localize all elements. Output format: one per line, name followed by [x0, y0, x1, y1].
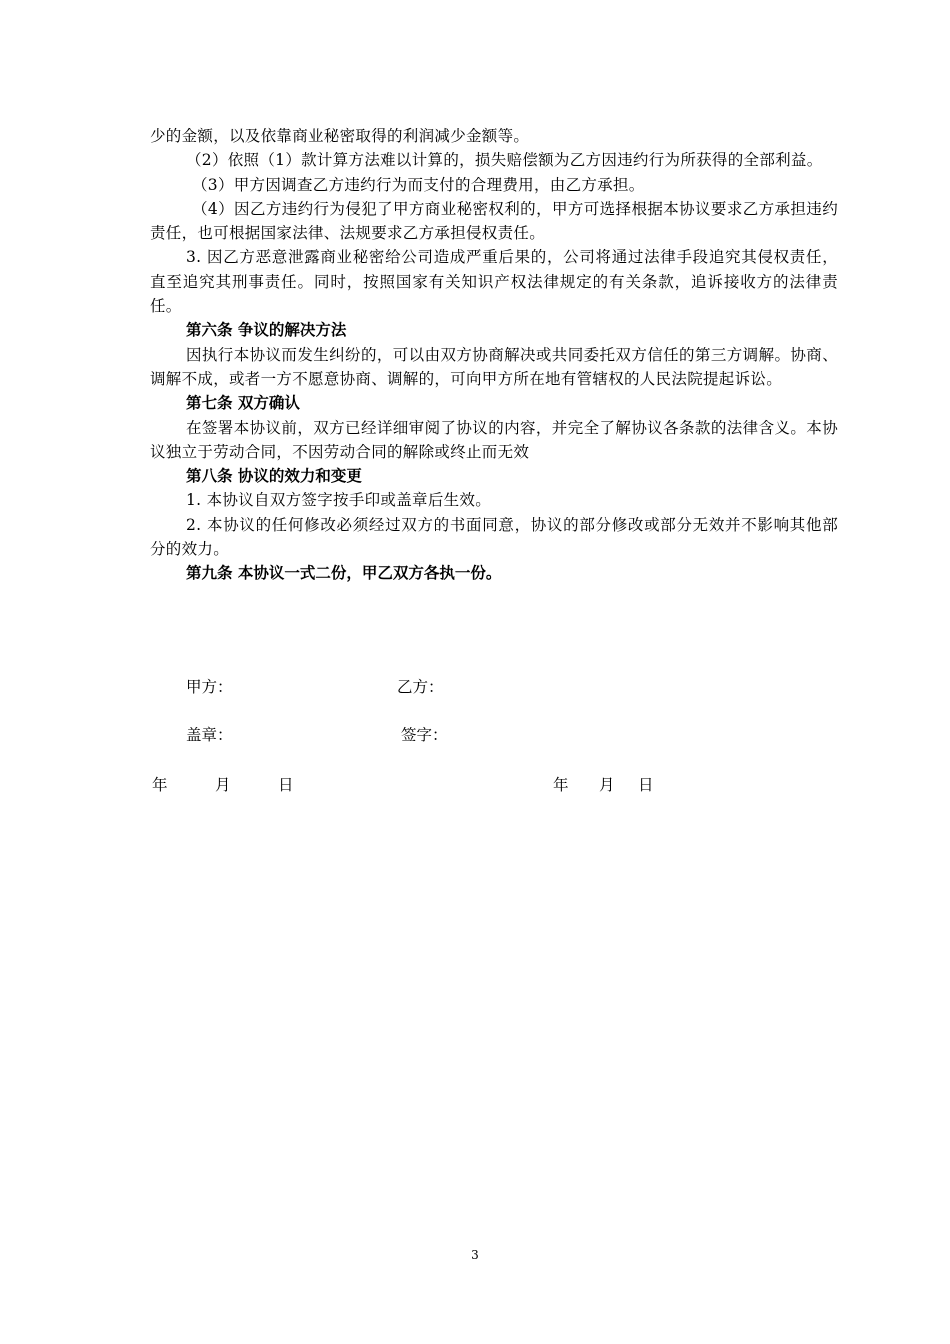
page-number: 3 [471, 1248, 479, 1262]
contract-body [150, 124, 838, 586]
party-b-label: 乙方： [397, 678, 444, 696]
date-right-month: 月 [599, 776, 615, 794]
paragraph-mutual-confirmation: 在签署本协议前，双方已经详细审阅了协议的内容，并完全了解协议各条款的法律含义。本协议独立于劳动合同，不因劳动合同的解除或终止而无效 [150, 418, 838, 461]
paragraph-damages-amount: 少的金额，以及依靠商业秘密取得的利润减少金额等。 [150, 127, 530, 145]
sign-label: 签字： [401, 726, 448, 744]
signature-parties-row [0, 675, 950, 699]
party-a-label: 甲方： [186, 678, 233, 696]
heading-article-7: 第七条 双方确认 [186, 393, 300, 413]
date-left-year: 年 [152, 776, 168, 794]
paragraph-effectiveness-1: 1. 本协议自双方签字按手印或盖章后生效。 [186, 491, 492, 510]
signature-seal-row [0, 723, 950, 747]
date-left-day: 日 [278, 776, 294, 794]
signature-date-row [0, 773, 950, 797]
heading-article-9: 第九条 本协议一式二份，甲乙双方各执一份。 [186, 563, 502, 583]
heading-article-6: 第六条 争议的解决方法 [186, 320, 347, 340]
paragraph-dispute-resolution: 因执行本协议而发生纠纷的，可以由双方协商解决或共同委托双方信任的第三方调解。协商、调解不成，或者一方不愿意协商、调解的，可向甲方所在地有管辖权的人民法院提起诉讼。 [150, 345, 838, 388]
date-left-month: 月 [215, 776, 231, 794]
date-right-day: 日 [638, 776, 654, 794]
paragraph-clause-3: （3）甲方因调查乙方违约行为而支付的合理费用，由乙方承担。 [192, 175, 645, 194]
paragraph-effectiveness-2: 2. 本协议的任何修改必须经过双方的书面同意，协议的部分修改或部分无效并不影响其他部分的效力。 [150, 515, 838, 559]
paragraph-clause-2: （2）依照（1）款计算方法难以计算的，损失赔偿额为乙方因违约行为所获得的全部利益。 [186, 151, 823, 170]
heading-article-8: 第八条 协议的效力和变更 [186, 466, 362, 486]
paragraph-item-3: 3. 因乙方恶意泄露商业秘密给公司造成严重后果的，公司将通过法律手段追究其侵权责任，直至追究其刑事责任。同时，按照国家有关知识产权法律规定的有关条款，追诉接收方的法律责任。 [150, 248, 838, 316]
date-right-year: 年 [553, 776, 569, 794]
seal-label: 盖章： [186, 726, 233, 744]
paragraph-clause-4: （4）因乙方违约行为侵犯了甲方商业秘密权利的，甲方可选择根据本协议要求乙方承担违约责任，也可根据国家法律、法规要求乙方承担侵权责任。 [150, 199, 838, 243]
